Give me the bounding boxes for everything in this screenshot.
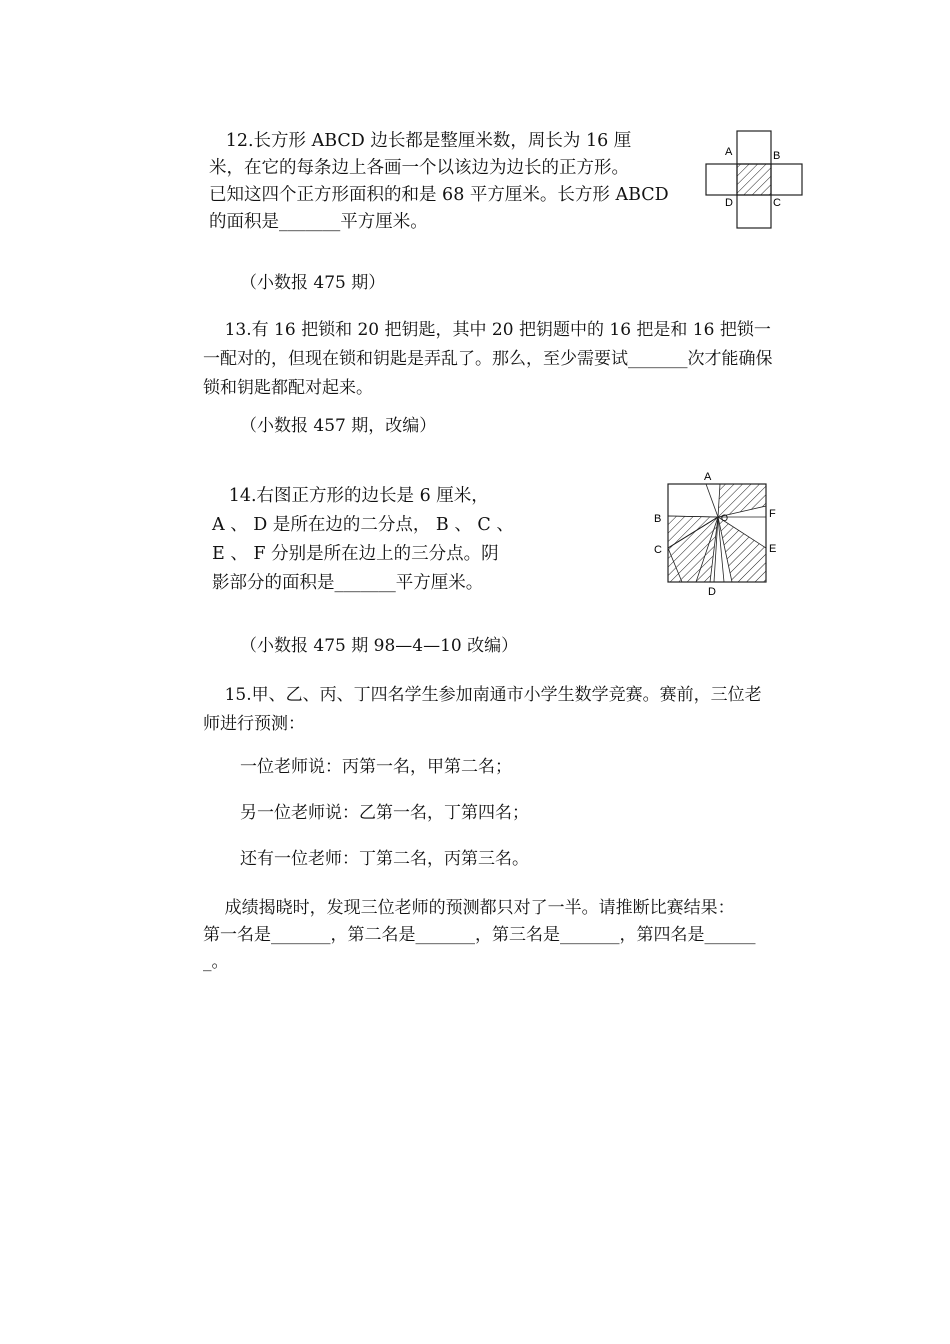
q13-line-2: 一配对的，但现在锁和钥匙是弄乱了。那么，至少需要试_______次才能确保 bbox=[203, 349, 773, 369]
q15-line-1: 15.甲、乙、丙、丁四名学生参加南通市小学生数学竞赛。赛前，三位老 bbox=[203, 685, 762, 705]
q14-line-4: 影部分的面积是_______平方厘米。 bbox=[212, 573, 484, 593]
q12-line-1: 12.长方形 ABCD 边长都是整厘米数，周长为 16 厘 bbox=[209, 131, 632, 151]
q14-label-e: E bbox=[769, 543, 777, 555]
q14-line-2: A 、 D 是所在边的二分点， B 、 C 、 bbox=[212, 515, 514, 535]
q14-label-f: F bbox=[769, 508, 776, 520]
q12-left-square bbox=[706, 164, 737, 195]
q12-line-2: 米，在它的每条边上各画一个以该边为边长的正方形。 bbox=[209, 158, 629, 178]
q14-label-c: C bbox=[654, 544, 662, 556]
q12-label-b: B bbox=[773, 150, 781, 162]
q12-top-square bbox=[737, 131, 771, 164]
q15-line-2: 师进行预测： bbox=[203, 714, 305, 734]
q15-result-line-3: _。 bbox=[203, 952, 229, 972]
q12-text bbox=[209, 128, 669, 236]
q14-label-a: A bbox=[704, 471, 712, 483]
q15-result-line-1: 成绩揭晓时，发现三位老师的预测都只对了一半。请推断比赛结果： bbox=[203, 898, 735, 918]
q15-prediction-3: 还有一位老师：丁第二名，丙第三名。 bbox=[240, 849, 529, 869]
q14-shaded-right bbox=[718, 517, 766, 582]
q12-cross-figure bbox=[700, 128, 820, 232]
q14-label-d: D bbox=[708, 586, 716, 598]
q12-label-c: C bbox=[773, 197, 781, 209]
q12-line-4: 的面积是_______平方厘米。 bbox=[209, 212, 428, 232]
q14-source: （小数报 475 期 98—4—10 改编） bbox=[240, 636, 519, 656]
q13-line-1: 13.有 16 把锁和 20 把钥匙，其中 20 把钥题中的 16 把是和 16 把锁一 bbox=[203, 320, 771, 340]
q14-label-o: O bbox=[721, 513, 729, 523]
q15-prediction-2: 另一位老师说：乙第一名，丁第四名； bbox=[240, 803, 529, 823]
q13-text bbox=[203, 316, 773, 403]
q12-right-square bbox=[771, 164, 802, 195]
q15-text bbox=[203, 681, 762, 739]
q12-source: （小数报 475 期） bbox=[240, 273, 386, 293]
q14-line-1: 14.右图正方形的边长是 6 厘米， bbox=[212, 486, 489, 506]
q14-ray-oa bbox=[706, 484, 718, 517]
q12-bottom-square bbox=[737, 195, 771, 228]
q12-label-a: A bbox=[725, 146, 733, 158]
q13-source: （小数报 457 期，改编） bbox=[240, 416, 437, 436]
q15-result-line-2: 第一名是_______，第二名是_______，第三名是_______，第四名是______ bbox=[203, 925, 756, 945]
q14-square-figure bbox=[648, 468, 788, 598]
q14-line-3: E 、 F 分别是所在边上的三分点。阴 bbox=[212, 544, 499, 564]
q15-result bbox=[203, 895, 756, 976]
q12-center-rectangle bbox=[737, 164, 771, 195]
q12-line-3: 已知这四个正方形面积的和是 68 平方厘米。长方形 ABCD bbox=[209, 185, 669, 205]
q13-line-3: 锁和钥匙都配对起来。 bbox=[203, 378, 373, 398]
q14-text bbox=[212, 482, 514, 598]
q15-prediction-1: 一位老师说：丙第一名，甲第二名； bbox=[240, 757, 512, 777]
q14-label-b: B bbox=[654, 513, 662, 525]
q12-label-d: D bbox=[725, 197, 733, 209]
